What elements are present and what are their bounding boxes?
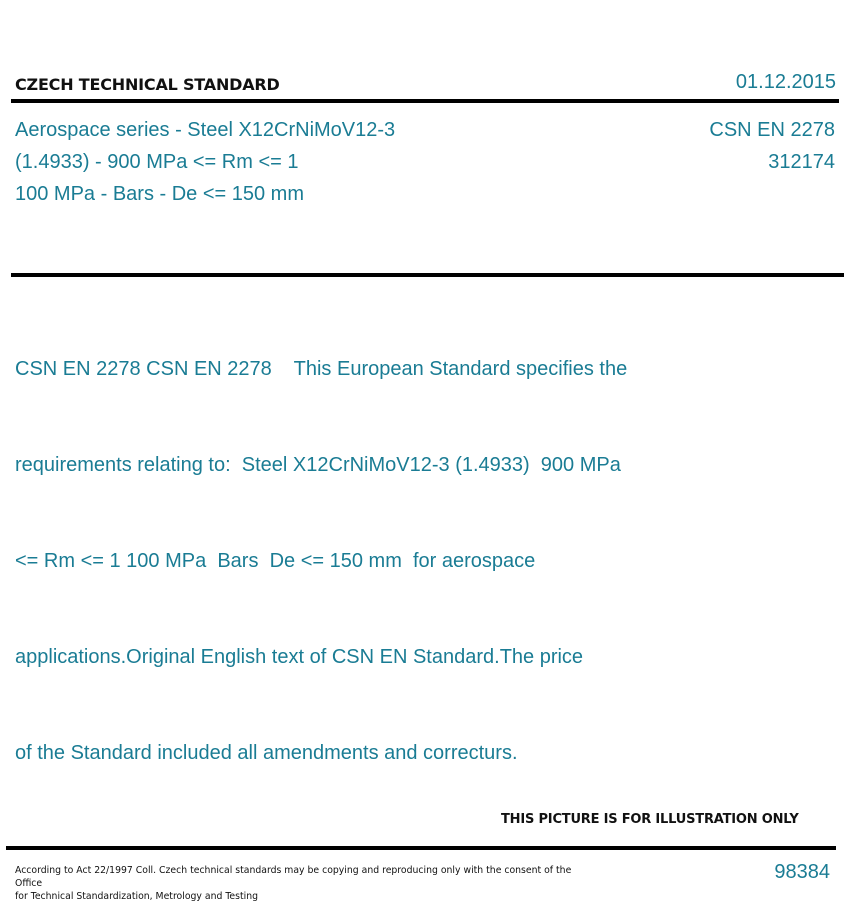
footer-divider xyxy=(6,846,836,850)
description-line: <= Rm <= 1 100 MPa Bars De <= 150 mm for aerospace xyxy=(15,550,536,572)
illustration-note: THIS PICTURE IS FOR ILLUSTRATION ONLY xyxy=(501,812,799,827)
title-line: 100 MPa - Bars - De <= 150 mm xyxy=(15,183,305,205)
standard-identifiers xyxy=(709,114,835,178)
legal-line: for Technical Standardization, Metrology and Testing xyxy=(15,891,259,902)
legal-notice xyxy=(15,864,575,903)
description-line: CSN EN 2278 CSN EN 2278 This European Standard specifies the xyxy=(15,358,628,380)
title-line: (1.4933) - 900 MPa <= Rm <= 1 xyxy=(15,151,299,173)
header-divider xyxy=(11,99,839,103)
page-heading: CZECH TECHNICAL STANDARD xyxy=(15,75,280,94)
description-line: applications.Original English text of CSN EN Standard.The price xyxy=(15,646,584,668)
standard-description xyxy=(15,289,705,801)
title-line: Aerospace series - Steel X12CrNiMoV12-3 xyxy=(15,119,396,141)
description-line: of the Standard included all amendments and correcturs. xyxy=(15,742,518,764)
publication-date: 01.12.2015 xyxy=(735,71,836,93)
document-number: 98384 xyxy=(774,861,830,883)
standard-code: CSN EN 2278 xyxy=(709,119,835,141)
description-line: requirements relating to: Steel X12CrNiMoV12-3 (1.4933) 900 MPa xyxy=(15,454,621,476)
standard-title xyxy=(15,114,475,210)
catalog-number: 312174 xyxy=(768,151,835,173)
legal-line: According to Act 22/1997 Coll. Czech technical standards may be copying and reproducing only with the consent of the Office xyxy=(15,865,572,889)
section-divider xyxy=(11,273,844,277)
